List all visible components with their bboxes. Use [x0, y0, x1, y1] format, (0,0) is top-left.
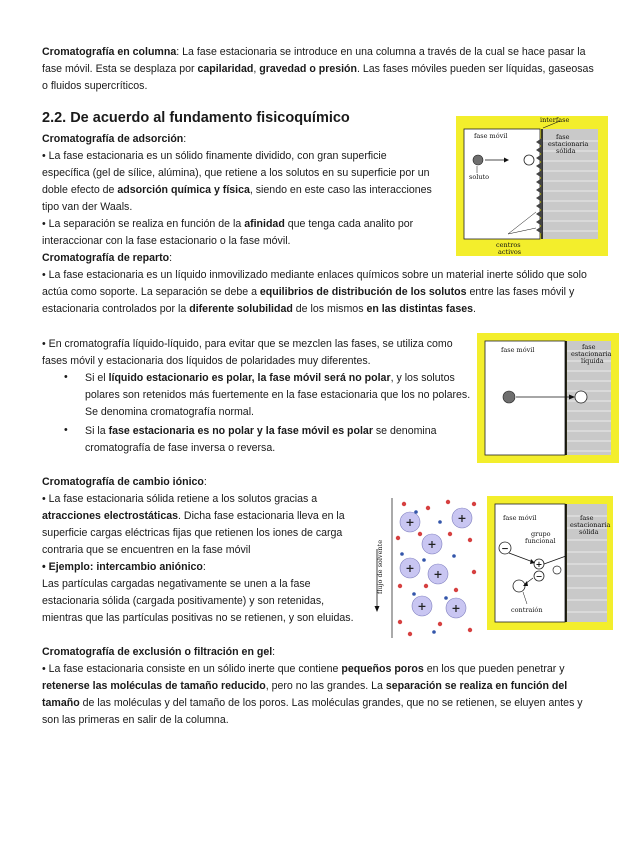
fig2-stationary-label-3: líquida — [581, 357, 604, 365]
fig1-solute-label: soluto — [469, 173, 490, 181]
reparto-normal-subpoint: Si el líquido estacionario es polar, la fase móvil será no polar, y los solutos polares son retenidos más fuertemente en la fase estacionaria que los no polares. Se denomina cromatografía normal. — [85, 372, 471, 418]
svg-text:−: − — [535, 571, 543, 581]
fig2-mobile-label: fase móvil — [501, 346, 535, 354]
fig1-mobile-area — [464, 129, 540, 239]
fig3-stationary-label-2: estacionaria — [570, 521, 611, 529]
svg-text:−: − — [501, 544, 509, 555]
fig1-stationary-label-1: fase — [556, 133, 570, 141]
reparto-title: Cromatografía de reparto — [42, 252, 170, 264]
svg-text:+: + — [417, 600, 427, 613]
fig3-stationary-label-3: sólida — [579, 528, 599, 536]
svg-text:+: + — [427, 538, 437, 551]
fig2-solute-circle — [503, 391, 515, 403]
bullet-2: • — [64, 424, 68, 436]
fig1-mobile-label: fase móvil — [474, 132, 508, 140]
fig3-grupo-label-2: funcional — [525, 537, 556, 545]
fig3-contraion-label: contraión — [511, 606, 543, 614]
exclusion-title: Cromatografía de exclusión o filtración en gel — [42, 646, 273, 658]
bullet-1: • — [64, 371, 68, 383]
svg-text:+: + — [535, 559, 543, 569]
svg-text:+: + — [405, 562, 415, 575]
fig3-bead-right — [553, 566, 561, 574]
intro-paragraph: Cromatografía en columna: La fase estacionaria se introduce en una columna a través de la cual se hace pasar la fase móvil. Esta se desplaza por capilaridad, gravedad o presión. Las fases móviles pueden ser líquidas, gaseosas o fluidos supercríticos. — [42, 46, 594, 92]
intercambio-scheme-figure — [487, 496, 613, 630]
fig3-flow-label: flujo de solvente — [376, 539, 384, 594]
adsorcion-section: Cromatografía de adsorción: • La fase estacionaria es un sólido finamente dividido, con gran superficie específica (gel de sílice, alúmina), que retiene a los solutos en su superficie por un doble efecto de adsorción química y física, siendo en este caso las interacciones tipo van der Waals. • La separación se realiza en función de la afinidad que tenga cada analito por interaccionar con la fase estacionario o la fase móvil. — [42, 133, 432, 247]
reparto-inversa-subpoint: Si la fase estacionaria es no polar y la fase móvil es polar se denomina cromatografía de fase inversa o reversa. — [85, 425, 437, 454]
fig3-stationary-label-1: fase — [580, 514, 594, 522]
fig2-partitioned-circle — [575, 391, 587, 403]
fig1-centros-label-1: centros — [496, 241, 521, 249]
adsorcion-figure — [456, 116, 608, 256]
intercambio-particles-figure — [370, 494, 482, 640]
svg-text:+: + — [405, 516, 415, 529]
fig2-stationary-label-1: fase — [582, 343, 596, 351]
fig1-adsorbed-circle — [524, 155, 534, 165]
section-heading: 2.2. De acuerdo al fundamento fisicoquímico — [42, 110, 350, 126]
fig1-interfase-label: interfase — [540, 116, 570, 124]
reparto-section: Cromatografía de reparto: • La fase estacionaria es un líquido inmovilizado mediante enlaces químicos sobre un material inerte sólido que solo actúa como soporte. La separación se debe a equilibrios de distribución de los solutos entre las fases móvil y estacionaria controlados por la diferente solubilidad de los mismos en las distintas fases. — [42, 252, 587, 315]
exclusion-section: Cromatografía de exclusión o filtración en gel: • La fase estacionaria consiste en un sólido inerte que contiene pequeños poros en los que pueden penetrar y retenerse las moléculas de tamaño reducido, pero no las grandes. La separación se realiza en función del tamaño de las moléculas y del tamaño de los poros. Las moléculas grandes, que no se retienen, se eluyen antes y son las primeras en salir de la columna. — [42, 646, 583, 726]
fig1-stationary-label-3: sólida — [556, 147, 576, 155]
fig1-stationary-label-2: estacionaria — [548, 140, 589, 148]
reparto-figure — [477, 333, 619, 463]
reparto-liquido-paragraph: • En cromatografía líquido-líquido, para evitar que se mezclen las fases, se utiliza como fases móvil y estacionaria dos líquidos de polaridades muy diferentes. — [42, 338, 453, 367]
ejemplo-title: • Ejemplo: intercambio aniónico — [42, 561, 203, 573]
fig1-solute-circle — [473, 155, 483, 165]
intro-title: Cromatografía en columna — [42, 46, 177, 58]
cambio-ionico-section: Cromatografía de cambio iónico: • La fase estacionaria sólida retiene a los solutos gracias a atracciones electrostáticas. Dicha fase estacionaria lleva en la superficie cargas eléctricas fijas que retienen los iones de carga contraria que se encuentren en la fase móvil • Ejemplo: intercambio aniónico: Las partículas cargadas negativamente se unen a la fase estacionaria sólida (cargada positivamente) y son retenidas, mientras que las partículas positivas no se retienen, y son eluidas. — [42, 476, 354, 624]
fig3-mobile-label: fase móvil — [503, 514, 537, 522]
fig1-centros-label-2: activos — [498, 248, 522, 256]
fig3-grupo-label-1: grupo — [531, 530, 551, 538]
cambio-title: Cromatografía de cambio iónico — [42, 476, 204, 488]
fig2-stationary-label-2: estacionaria — [571, 350, 612, 358]
svg-text:+: + — [451, 602, 461, 615]
svg-text:+: + — [457, 512, 467, 525]
adsorcion-title: Cromatografía de adsorción — [42, 133, 184, 145]
svg-text:+: + — [433, 568, 443, 581]
fig2-mobile-area — [485, 341, 565, 455]
